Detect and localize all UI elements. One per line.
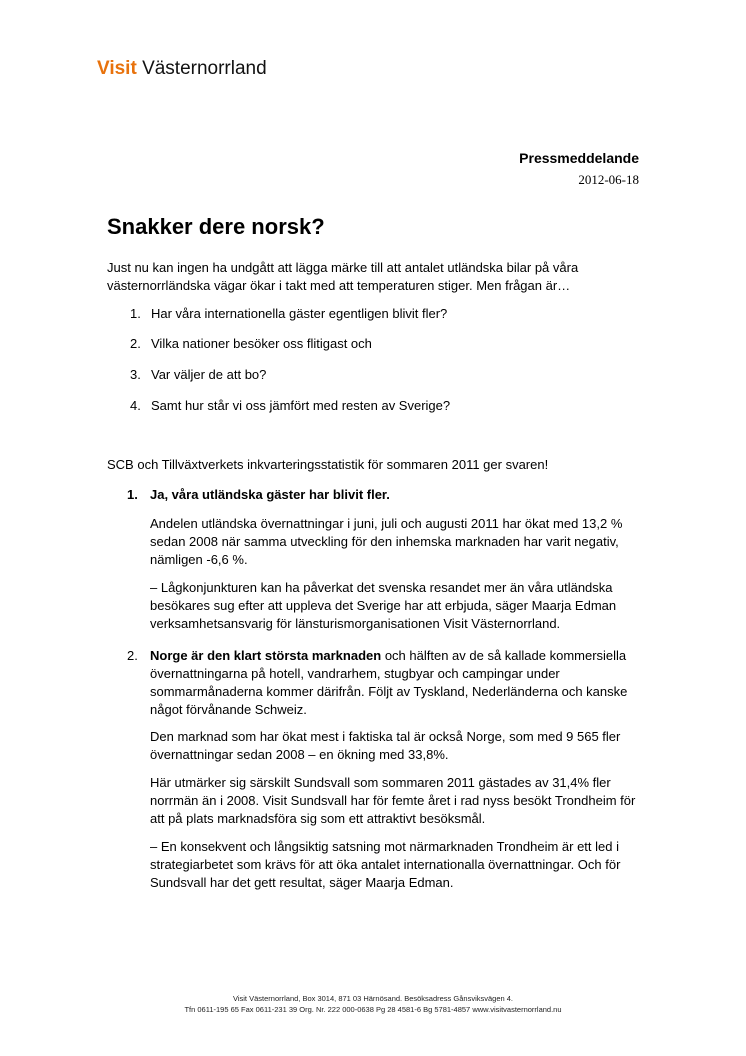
section-1-paragraph: Andelen utländska övernattningar i juni, juli och augusti 2011 har ökat med 13,2 % sedan 2008 när samma utveckling för den inhemska marknaden har varit negativ, nämligen -6,6 %.: [150, 516, 623, 567]
section-1-quote: – Lågkonjunkturen kan ha påverkat det svenska resandet mer än våra utländska besökares sug efter att uppleva det Sverige har att erbjuda, säger Maarja Edman verksamhetsansvarig för länsturismorganisationen Visit Västernorrland.: [150, 580, 617, 631]
question-text: Har våra internationella gäster egentligen blivit fler?: [151, 306, 448, 321]
question-item: [130, 335, 372, 353]
intro-paragraph: Just nu kan ingen ha undgått att lägga märke till att antalet utländska bilar på våra västernorrländska vägar ökar i takt med att temperaturen stiger. Men frågan är…: [107, 260, 579, 293]
footer-contact: Tfn 0611-195 65 Fax 0611-231 39 Org. Nr. 222 000-0638 Pg 28 4581-6 Bg 5781-4857 www.visitvasternorrland.nu: [184, 1005, 562, 1014]
question-number: 1.: [130, 306, 141, 321]
section-2-number: 2.: [127, 648, 138, 663]
question-text: Var väljer de att bo?: [151, 367, 267, 382]
logo: [97, 57, 267, 81]
document-type: Pressmeddelande: [519, 150, 639, 166]
question-text: Samt hur står vi oss jämfört med resten av Sverige?: [151, 398, 451, 413]
section-1-heading: Ja, våra utländska gäster har blivit fler.: [150, 487, 390, 502]
question-item: [130, 366, 266, 384]
section-2-paragraph: Den marknad som har ökat mest i faktiska tal är också Norge, som med 9 565 fler övernattningar sedan 2008 – en ökning med 33,8%.: [150, 729, 621, 762]
logo-brand: Visit: [97, 58, 137, 79]
section-2-lead-rest: och hälften av de så kallade kommersiella övernattningarna på hotell, vandrarhem, stugbyar och campingar under sommarmånaderna kommer därifrån. Följt av Tyskland, Nederländerna och kanske något förvånande Schweiz.: [150, 648, 628, 717]
section-2-lead-bold: Norge är den klart största marknaden: [150, 648, 382, 663]
question-item: [130, 305, 447, 323]
answer-intro: SCB och Tillväxtverkets inkvarteringsstatistik för sommaren 2011 ger svaren!: [107, 457, 549, 472]
document-date: 2012-06-18: [578, 172, 639, 187]
page-title: Snakker dere norsk?: [107, 214, 325, 239]
logo-region: Västernorrland: [142, 58, 267, 79]
question-item: [130, 397, 450, 415]
footer-address: Visit Västernorrland, Box 3014, 871 03 Härnösand. Besöksadress Gånsviksvägen 4.: [232, 994, 514, 1003]
question-text: Vilka nationer besöker oss flitigast och: [151, 336, 372, 351]
question-number: 2.: [130, 336, 141, 351]
section-2-paragraph: Här utmärker sig särskilt Sundsvall som sommaren 2011 gästades av 31,4% fler norrmän än i 2008. Visit Sundsvall har för femte året i rad nyss besökt Trondheim för att på plats marknadsföra sig som ett attraktivt besöksmål.: [150, 775, 636, 826]
section-1-number: 1.: [127, 487, 138, 502]
section-2-lead: [150, 647, 645, 719]
question-number: 4.: [130, 398, 141, 413]
question-number: 3.: [130, 367, 141, 382]
section-2-quote: – En konsekvent och långsiktig satsning mot närmarknaden Trondheim är ett led i strategiarbetet som krävs för att öka antalet internationalla övernattningar. Och för Sundsvall har det gett resultat, säger Maarja Edman.: [150, 839, 621, 890]
